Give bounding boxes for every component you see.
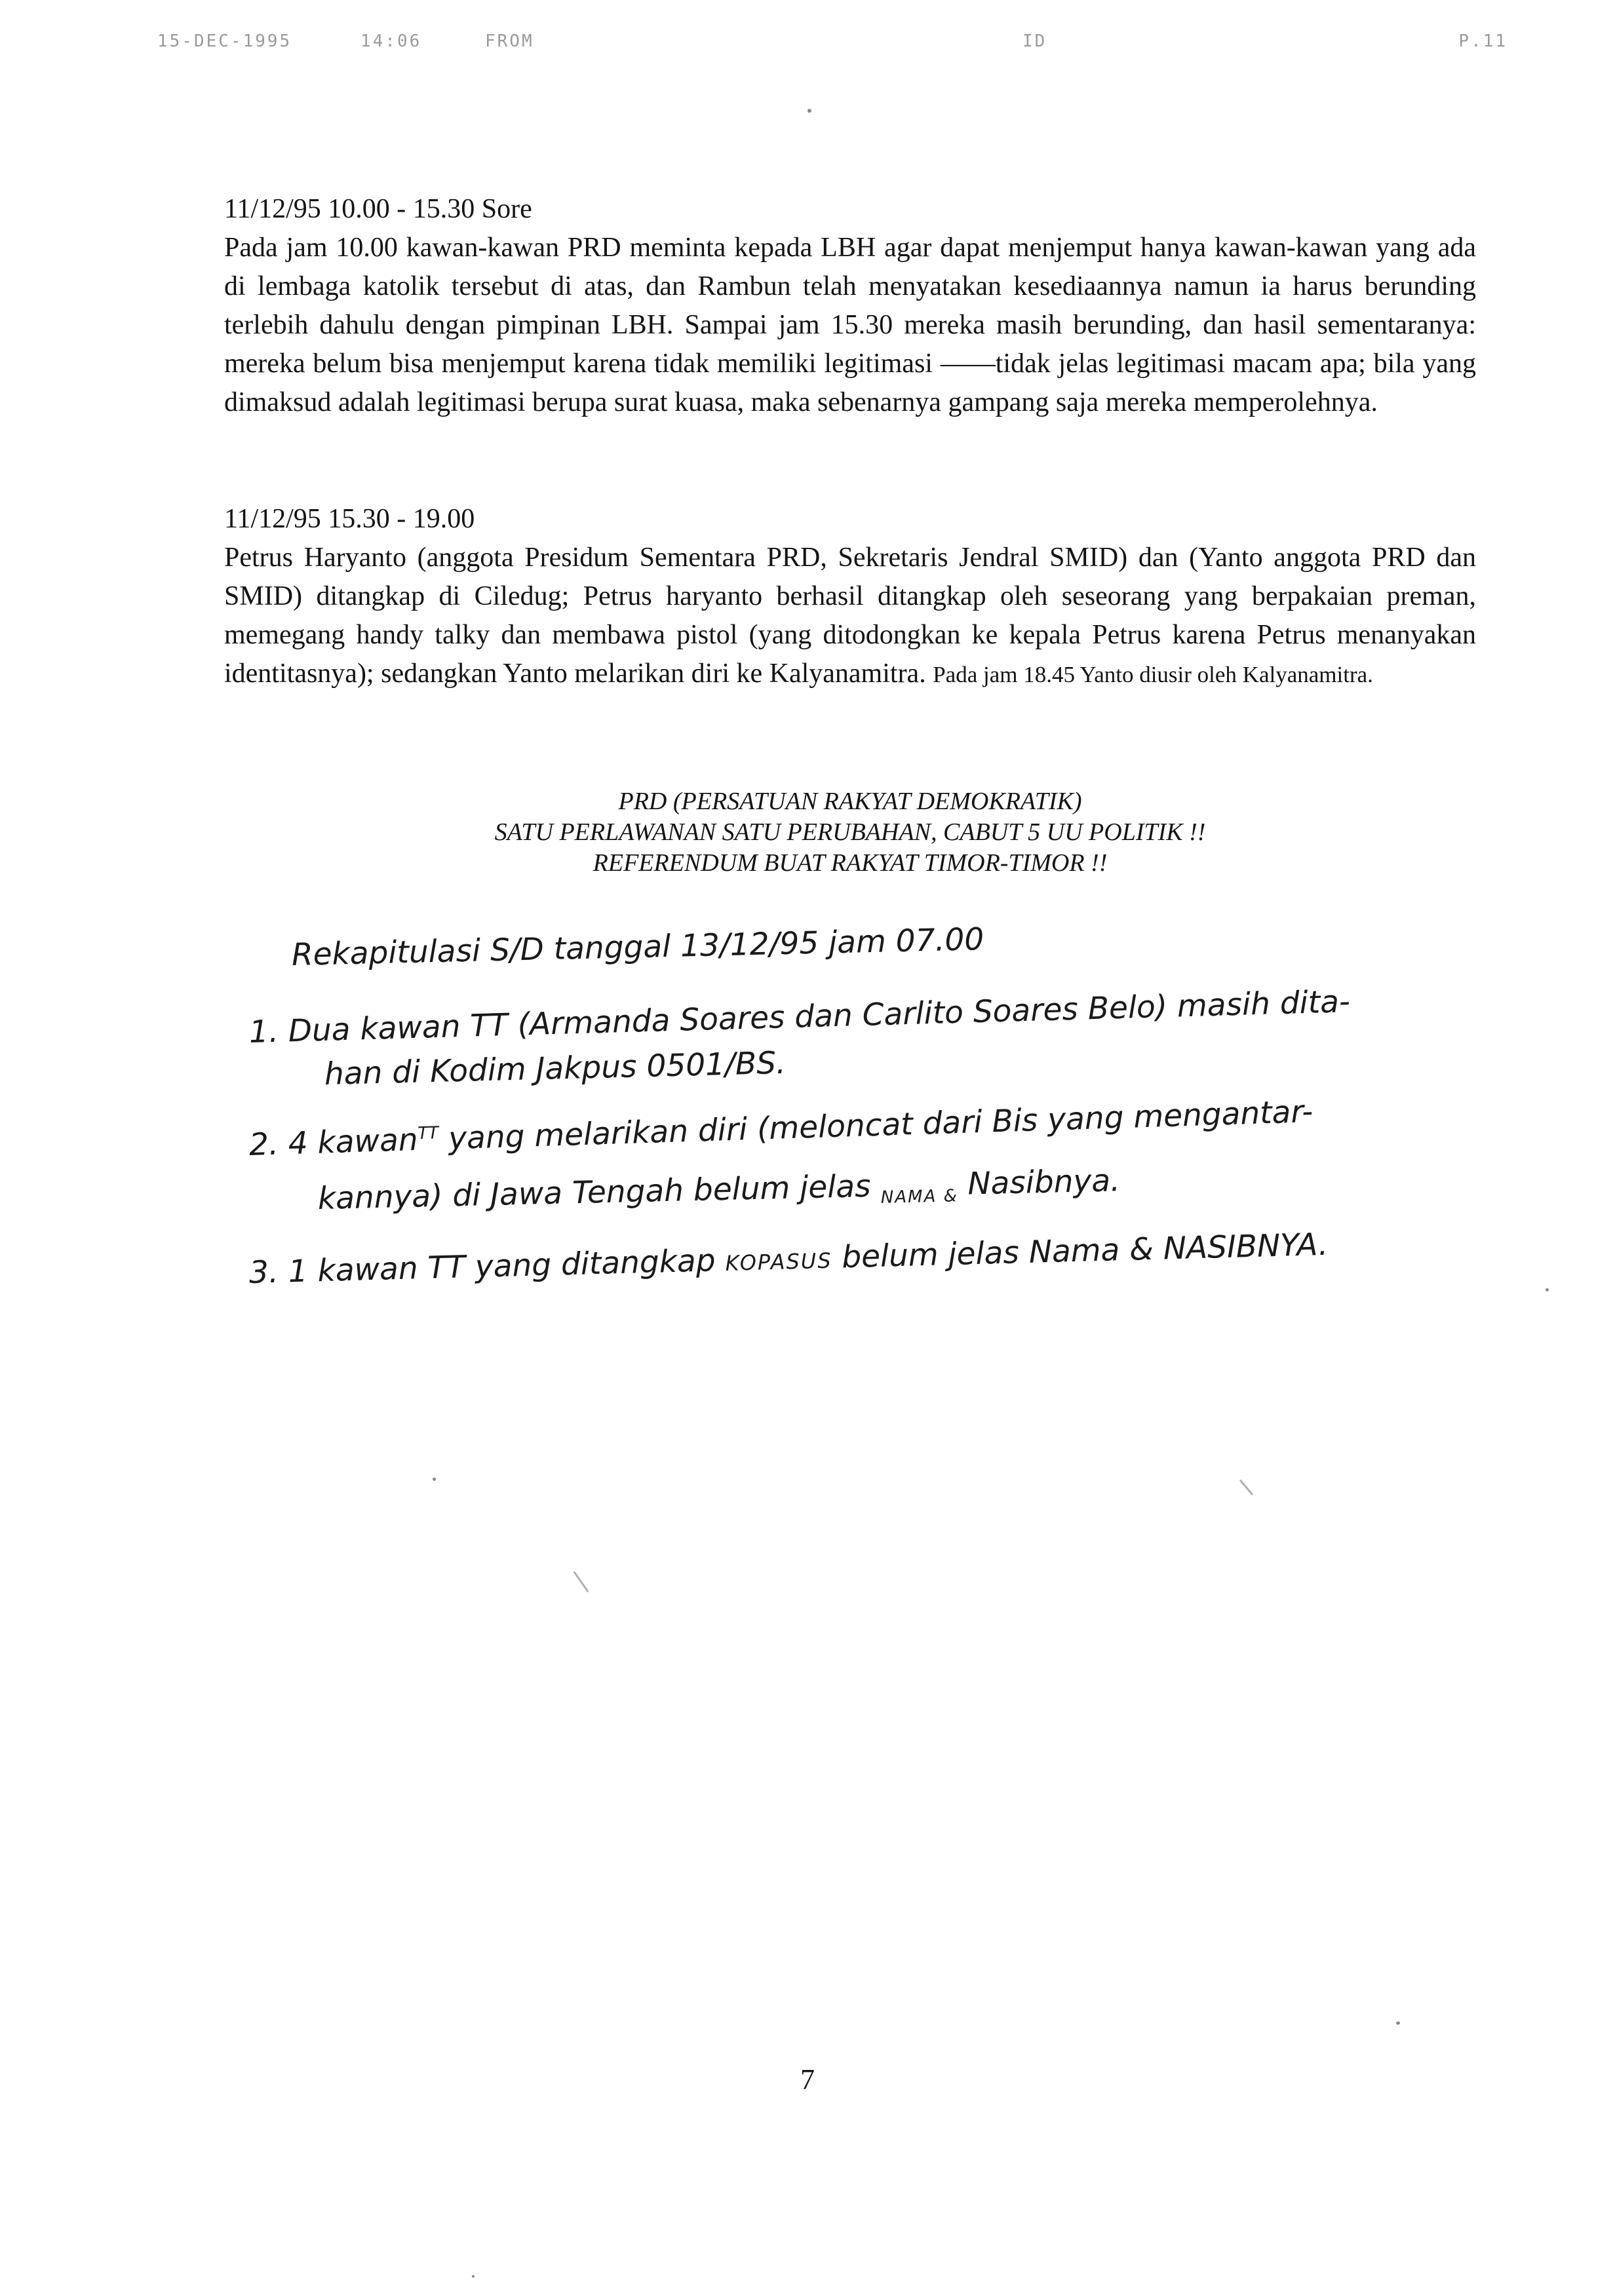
scan-speck	[1546, 1288, 1549, 1292]
recap-item-3	[248, 1227, 1329, 1291]
recap-item-2-cont	[317, 1162, 1120, 1220]
scan-speck	[573, 1571, 589, 1593]
recap-item-2	[248, 1094, 1313, 1163]
fax-id: ID	[1022, 31, 1047, 51]
scan-speck	[472, 2275, 475, 2278]
entry-note: Pada jam 18.45 Yanto diusir oleh Kalyanamitra.	[933, 662, 1373, 687]
slogan-block	[224, 786, 1476, 879]
entry-text	[224, 539, 1476, 694]
page-number: 7	[800, 2063, 815, 2095]
fax-date: 15-DEC-1995	[157, 31, 292, 51]
entry-1	[224, 190, 1476, 422]
recap-item-2-end: yang melarikan diri (meloncat dari Bis yang mengantar-	[448, 1094, 1313, 1157]
scan-speck	[1396, 2021, 1400, 2025]
fax-page-number: P.11	[1458, 31, 1508, 51]
scan-speck	[1239, 1480, 1254, 1496]
entry-2	[224, 500, 1476, 694]
fax-time: 14:06	[360, 31, 422, 51]
scan-speck	[433, 1478, 436, 1481]
scan-speck	[808, 109, 811, 113]
recap-item-3-start: 3. 1 kawan TT yang ditangkap	[248, 1242, 716, 1291]
recap-item-2-insert: TT	[417, 1123, 439, 1144]
recap-item-2-cont-start: kannya) di Jawa Tengah belum jelas	[317, 1168, 872, 1217]
slogan-line: REFERENDUM BUAT RAKYAT TIMOR-TIMOR !!	[593, 849, 1108, 877]
recap-item-3-mid: belum jelas	[841, 1234, 1020, 1276]
recap-item-2-cont-end: Nasibnya.	[967, 1162, 1121, 1202]
recap-title: Rekapitulasi S/D tanggal 13/12/95 jam 07.00	[291, 921, 984, 973]
recap-item-3-kopasus: KOPASUS	[725, 1248, 832, 1276]
fax-header	[157, 31, 1508, 58]
entry-heading: 11/12/95 10.00 - 15.30 Sore	[224, 194, 532, 224]
slogan-line: SATU PERLAWANAN SATU PERUBAHAN, CABUT 5 UU POLITIK !!	[494, 818, 1206, 846]
slogan-line: PRD (PERSATUAN RAKYAT DEMOKRATIK)	[618, 788, 1082, 815]
recap-item-2-insert-note: NAMA &	[880, 1186, 959, 1208]
recap-item-1: 1. Dua kawan TT (Armanda Soares dan Carlito Soares Belo) masih dita-	[248, 984, 1351, 1050]
recap-item-1-cont: han di Kodim Jakpus 0501/BS.	[324, 1044, 787, 1092]
entry-heading: 11/12/95 15.30 - 19.00	[224, 504, 475, 534]
fax-from: FROM	[485, 31, 534, 51]
entry-text-main: Petrus Haryanto (anggota Presidum Sementara PRD, Sekretaris Jendral SMID) dan (Yanto anggota PRD dan SMID) ditangkap di Ciledug; Petrus haryanto berhasil ditangkap oleh seseorang yang berpakaian preman, memegang handy talky dan membawa pistol (yang ditodongkan ke kepala Petrus karena Petrus menanyakan identitasnya); sedangkan Yanto melarikan diri ke Kalyanamitra.	[224, 543, 1476, 689]
recap-item-3-end: Nama & NASIBNYA.	[1028, 1226, 1329, 1271]
recap-item-2-start: 2. 4 kawan	[248, 1121, 419, 1163]
entry-text: Pada jam 10.00 kawan-kawan PRD meminta kepada LBH agar dapat menjemput hanya kawan-kawan yang ada di lembaga katolik tersebut di atas, dan Rambun telah menyatakan kesediaannya namun ia harus berunding terlebih dahulu dengan pimpinan LBH. Sampai jam 15.30 mereka masih berunding, dan hasil sementaranya: mereka belum bisa menjemput karena tidak memiliki legitimasi ——tidak jelas legitimasi macam apa; bila yang dimaksud adalah legitimasi berupa surat kuasa, maka sebenarnya gampang saja mereka memperolehnya.	[224, 233, 1476, 417]
